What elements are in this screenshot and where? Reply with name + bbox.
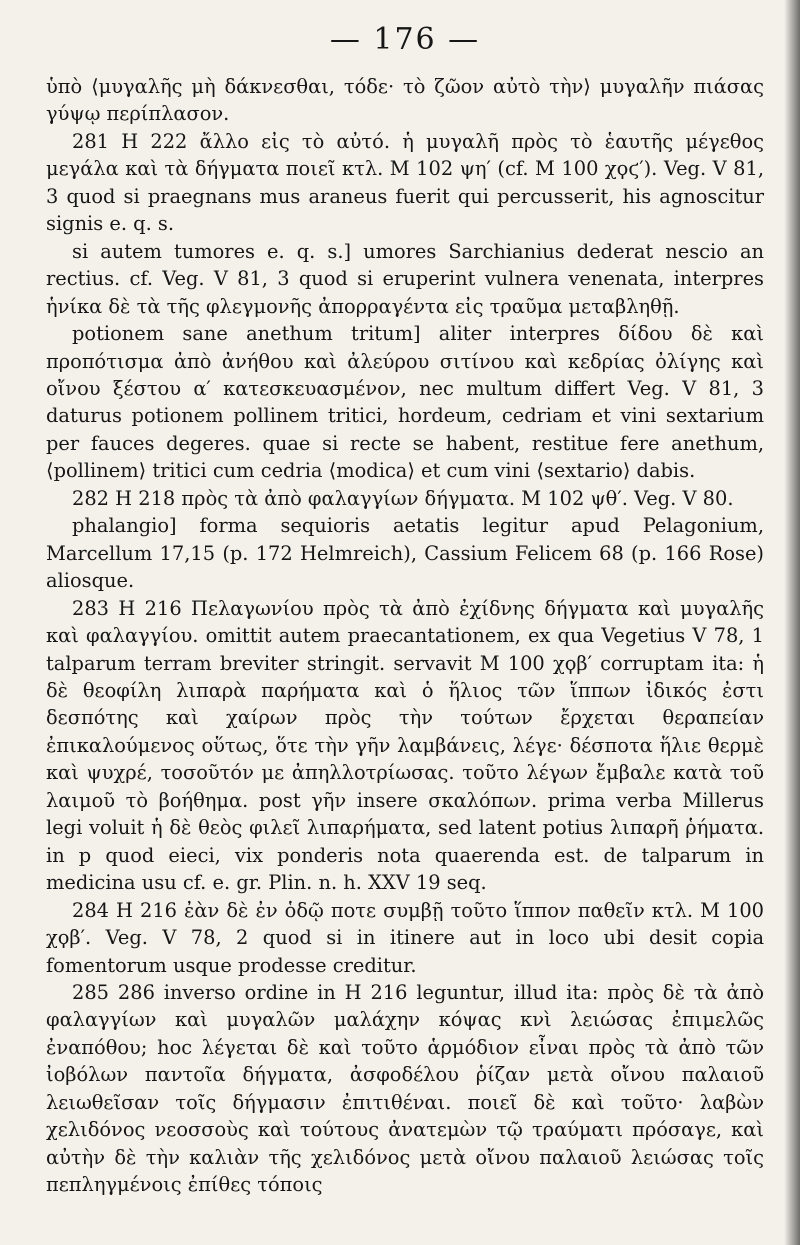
page-number: — 176 — [329, 22, 481, 57]
commentary-paragraph: potionem sane anethum tritum] aliter interpres δίδου δὲ καὶ προπότισμα ἀπὸ ἀνήθου καὶ ἀλεύρου σιτίνου καὶ κεδρίας ὀλίγης καὶ οἴνου ξέστου α′ κατεσκευασμένον, nec multum differt Veg. V 81, 3 daturus potionem pollinem tritici, hordeum, cedriam et vini sextarium per fauces degeres. quae si recte se habent, restitue fere anethum, ⟨pollinem⟩ tritici cum cedria ⟨modica⟩ et cum vini ⟨sextario⟩ dabis. [46, 322, 764, 483]
commentary-paragraph: si autem tumores e. q. s.] umores Sarchianius dederat nescio an rectius. cf. Veg. V 81, 3 quod si eruperint vulnera venenata, interpres ἡνίκα δὲ τὰ τῆς φλεγμονῆς ἀπορραγέντα εἰς τραῦμα μεταβληθῇ. [46, 239, 764, 318]
commentary-text [46, 73, 764, 1199]
commentary-paragraph: 281 H 222 ἄλλο εἰς τὸ αὐτό. ἡ μυγαλῆ πρὸς τὸ ἑαυτῆς μέγεθος μεγάλα καὶ τὰ δήγματα ποιεῖ κτλ. M 102 ψη′ (cf. M 100 χϙϛ′). Veg. V 81, 3 quod si praegnans mus araneus fuerit qui percusserit, his agnoscitur signis e. q. s. [46, 129, 764, 236]
commentary-paragraph: phalangio] forma sequioris aetatis legitur apud Pelagonium, Marcellum 17,15 (p. 172 Helmreich), Cassium Felicem 68 (p. 166 Rose) aliosque. [46, 514, 764, 593]
commentary-paragraph: ὑπὸ ⟨μυγαλῆς μὴ δάκνεσθαι, τόδε· τὸ ζῶον αὐτὸ τὴν⟩ μυγαλῆν πιάσας γύψῳ περίπλασον. [46, 75, 764, 126]
commentary-paragraph: 284 H 216 ἐὰν δὲ ἐν ὁδῷ ποτε συμβῇ τοῦτο ἵππον παθεῖν κτλ. M 100 χϙβ′. Veg. V 78, 2 quod si in itinere aut in loco ubi desit copia fomentorum usque prodesse creditur. [46, 898, 764, 977]
book-page [46, 22, 764, 1199]
commentary-paragraph: 283 H 216 Πελαγωνίου πρὸς τὰ ἀπὸ ἐχίδνης δήγματα καὶ μυγαλῆς καὶ φαλαγγίου. omittit autem praecantationem, ex qua Vegetius V 78, 1 talparum terram breviter stringit. servavit M 100 χϙβ′ corruptam ita: ἡ δὲ θεοφίλη λιπαρὰ παρήματα καὶ ὁ ἥλιος τῶν ἵππων ἰδικός ἐστι δεσπότης καὶ χαίρων πρὸς τὴν τούτων ἔρχεται θεραπείαν ἐπικαλούμενος οὕτως, ὅτε τὴν γῆν λαμβάνεις, λέγε· δέσποτα ἥλιε θερμὲ καὶ ψυχρέ, τοσοῦτόν με ἀπηλλοτρίωσας. τοῦτο λέγων ἔμβαλε κατὰ τοῦ λαιμοῦ τὸ βοήθημα. post γῆν insere σκαλόπων. prima verba Millerus legi voluit ἡ δὲ θεὸς φιλεῖ λιπαρήματα, sed latent potius λιπαρῆ ῥήματα. in p quod eieci, vix ponderis nota quaerenda est. de talparum in medicina usu cf. e. gr. Plin. n. h. XXV 19 seq. [46, 596, 764, 895]
page-edge-shadow [784, 0, 800, 1245]
commentary-paragraph: 285 286 inverso ordine in H 216 leguntur, illud ita: πρὸς δὲ τὰ ἀπὸ φαλαγγίων καὶ μυγαλῶν μαλάχην κόψας κνὶ λειώσας ἐπιμελῶς ἐναπόθου; hoc λέγεται δὲ καὶ τοῦτο ἁρμόδιον εἶναι πρὸς τὰ ἀπὸ τῶν ἰοβόλων παντοῖα δήγματα, ἀσφοδέλου ῥίζαν μετὰ οἴνου παλαιοῦ λειωθεῖσαν τοῖς δήγμασιν ἐπιτιθέναι. ποιεῖ δὲ καὶ τοῦτο· λαβὼν χελιδόνος νεοσσοὺς καὶ τούτους ἀνατεμὼν τῷ τραύματι πρόσαγε, καὶ αὐτὴν δὲ τὴν καλιὰν τῆς χελιδόνος μετὰ οἴνου παλαιοῦ λειώσας τοῖς πεπληγμένοις ἐπίθες τόποις [46, 980, 764, 1197]
commentary-paragraph: 282 H 218 πρὸς τὰ ἀπὸ φαλαγγίων δήγματα. M 102 ψθ′. Veg. V 80. [72, 486, 734, 510]
